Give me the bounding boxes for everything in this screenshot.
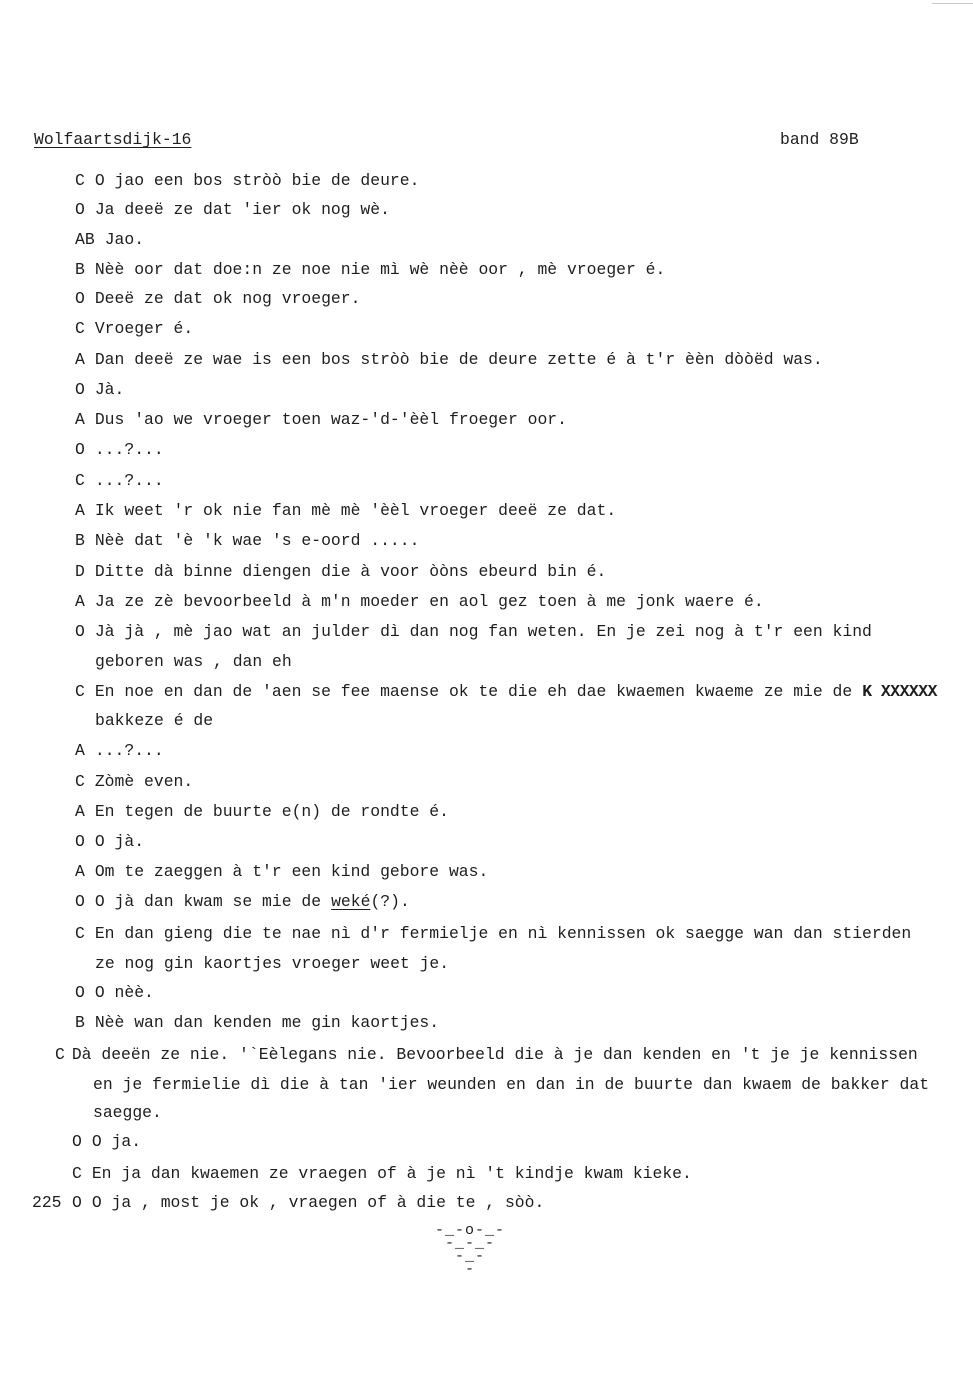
transcript-line	[55, 1045, 918, 1065]
utterance-text: En noe en dan de 'aen se fee maense ok te die eh dae kwaemen kwaeme ze mie de	[94, 682, 853, 701]
speaker-label: C	[75, 924, 85, 943]
speaker-label: B	[75, 260, 85, 279]
end-mark-row: -	[464, 1261, 475, 1278]
speaker-label: C	[75, 471, 85, 490]
speaker-label: C	[75, 772, 85, 791]
transcript-line	[75, 741, 164, 761]
transcript-line	[75, 924, 911, 944]
transcript-line	[75, 171, 419, 191]
end-mark-row: -_-o-_-	[434, 1222, 505, 1239]
transcript-line	[75, 230, 144, 250]
speaker-label: A	[75, 741, 85, 760]
transcript-line	[75, 622, 872, 642]
speaker-label: O	[75, 440, 85, 459]
utterance-text: Dà deeën ze nie. '`Eèlegans nie. Bevoorbeeld die à je dan kenden en 't je je kennissen	[71, 1045, 918, 1064]
end-mark-row: -_-_-	[444, 1235, 495, 1252]
transcript-line	[75, 289, 360, 309]
utterance-text: Jà.	[94, 380, 125, 399]
utterance-continuation: bakkeze é de	[95, 711, 214, 730]
transcript-line	[75, 772, 193, 792]
transcript-line	[75, 862, 488, 882]
utterance-text: Ja deeë ze dat 'ier ok nog wè.	[94, 200, 390, 219]
transcript-line	[75, 319, 193, 339]
speaker-label: A	[75, 862, 85, 881]
utterance-text: O jà.	[94, 832, 145, 851]
speaker-label: C	[75, 682, 85, 701]
utterance-text: O jao een bos stròò bie de deure.	[94, 171, 420, 190]
speaker-label: C	[75, 171, 85, 190]
utterance-text: Dus 'ao we vroeger toen waz-'d-'èèl froeger oor.	[94, 410, 567, 429]
speaker-label: C	[55, 1045, 65, 1064]
speaker-label: O	[75, 289, 85, 308]
utterance-text: Jà jà , mè jao wat an julder dì dan nog fan weten. En je zei nog à t'r een kind	[94, 622, 872, 641]
utterance-text: O ja , most je ok , vraegen of à die te , sòò.	[91, 1193, 545, 1212]
utterance-text: Nèè dat 'è 'k wae 's e-oord .....	[94, 531, 420, 550]
speaker-label: O	[75, 200, 85, 219]
document-title: Wolfaartsdijk-16	[34, 130, 192, 149]
utterance-text: ...?...	[94, 440, 164, 459]
speaker-label: C	[75, 319, 85, 338]
speaker-label: A	[75, 410, 85, 429]
transcript-line	[75, 592, 764, 612]
transcript-line	[75, 410, 567, 430]
speaker-label: O	[72, 1132, 82, 1151]
speaker-label: A	[75, 350, 85, 369]
utterance-text: Vroeger é.	[94, 319, 194, 338]
utterance-text: ...?...	[94, 741, 164, 760]
utterance-text: Nèè wan dan kenden me gin kaortjes.	[94, 1013, 440, 1032]
transcript-line	[72, 1164, 692, 1184]
speaker-label: B	[75, 531, 85, 550]
utterance-continuation: ze nog gin kaortjes vroeger weet je.	[95, 954, 450, 973]
speaker-label: A	[75, 501, 85, 520]
speaker-label: O	[75, 622, 85, 641]
utterance-text: Deeë ze dat ok nog vroeger.	[94, 289, 361, 308]
speaker-label: A	[75, 802, 85, 821]
utterance-text: Jao.	[104, 230, 145, 249]
utterance-continuation: geboren was , dan eh	[95, 652, 292, 671]
transcript-line	[75, 562, 606, 582]
end-mark	[410, 1224, 530, 1276]
transcript-line	[75, 892, 410, 912]
speaker-label: O	[75, 983, 85, 1002]
utterance-text: En dan gieng die te nae nì d'r fermielje en nì kennissen ok saegge wan dan stierden	[94, 924, 912, 943]
speaker-label: AB	[75, 230, 95, 249]
speaker-label: O	[75, 832, 85, 851]
utterance-continuation: en je fermielie dì die à tan 'ier weunden en dan in de buurte dan kwaem de bakker dat	[93, 1075, 930, 1094]
band-label: band 89B	[780, 130, 859, 149]
utterance-text: Om te zaeggen à t'r een kind gebore was.	[94, 862, 489, 881]
utterance-text: Zòmè even.	[94, 772, 194, 791]
utterance-text: Nèè oor dat doe:n ze noe nie mì wè nèè oor , mè vroeger é.	[94, 260, 666, 279]
utterance-text: Ditte dà binne diengen die à voor òòns ebeurd bin é.	[94, 562, 607, 581]
scan-artifact-line	[932, 3, 973, 4]
struck-out-text: K XXXXXX	[862, 682, 937, 701]
speaker-label: B	[75, 1013, 85, 1032]
transcript-line	[75, 200, 390, 220]
transcript-line	[72, 1193, 544, 1213]
transcript-line	[72, 1132, 141, 1152]
underlined-word: weké	[331, 892, 371, 911]
utterance-text-end: (?).	[370, 892, 410, 911]
speaker-label: O	[72, 1193, 82, 1212]
speaker-label: A	[75, 592, 85, 611]
transcript-line	[75, 350, 823, 370]
speaker-label: O	[75, 380, 85, 399]
utterance-text: Ik weet 'r ok nie fan mè mè 'èèl vroeger deeë ze dat.	[94, 501, 617, 520]
transcript-line	[75, 531, 419, 551]
transcript-line	[75, 380, 124, 400]
utterance-text: ...?...	[94, 471, 164, 490]
utterance-text: Ja ze zè bevoorbeeld à m'n moeder en aol gez toen à me jonk waere é.	[94, 592, 764, 611]
end-mark-row: -_-	[454, 1248, 485, 1265]
transcript-line	[75, 682, 937, 702]
transcript-line	[75, 802, 449, 822]
speaker-label: D	[75, 562, 85, 581]
utterance-text: O jà dan kwam se mie de	[94, 892, 322, 911]
transcript-line	[75, 501, 616, 521]
speaker-label: O	[75, 892, 85, 911]
transcript-line	[75, 832, 144, 852]
utterance-continuation: saegge.	[93, 1103, 162, 1122]
utterance-text: Dan deeë ze wae is een bos stròò bie de deure zette é à t'r èèn dòòëd was.	[94, 350, 823, 369]
speaker-label: C	[72, 1164, 82, 1183]
utterance-text: O ja.	[91, 1132, 142, 1151]
transcript-line	[75, 440, 164, 460]
transcript-line	[75, 1013, 439, 1033]
utterance-text: O nèè.	[94, 983, 154, 1002]
transcript-line	[75, 471, 164, 491]
utterance-text: En ja dan kwaemen ze vraegen of à je nì 't kindje kwam kieke.	[91, 1164, 692, 1183]
line-number: 225	[32, 1193, 62, 1212]
transcript-line	[75, 260, 665, 280]
utterance-text: En tegen de buurte e(n) de rondte é.	[94, 802, 449, 821]
transcript-line	[75, 983, 154, 1003]
